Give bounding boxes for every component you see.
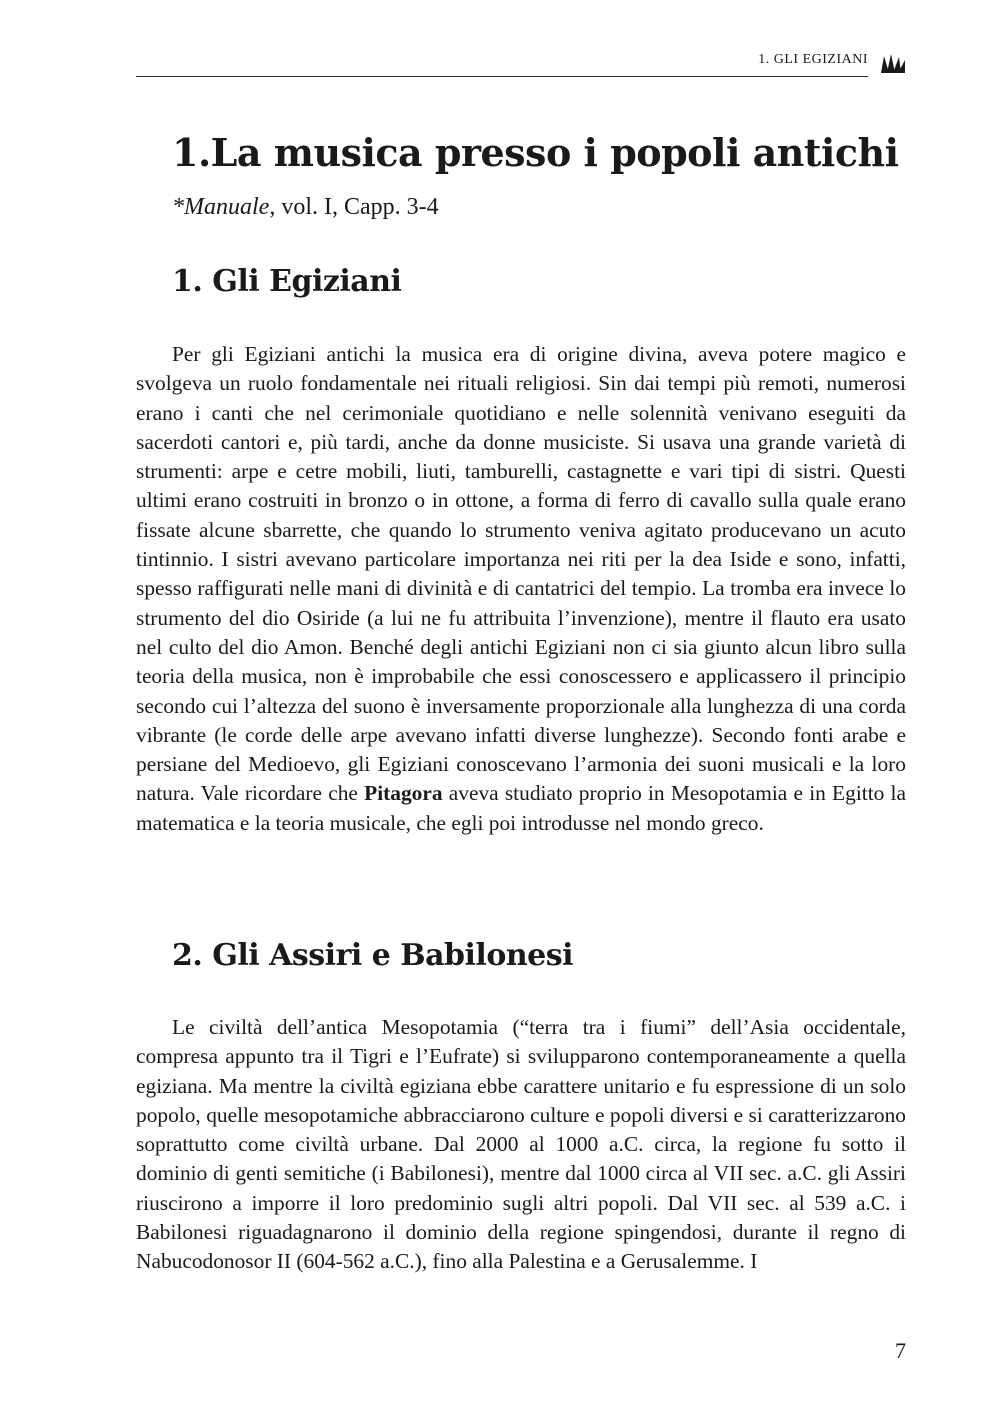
section-heading-egiziani: 1. Gli Egiziani	[172, 264, 402, 299]
book-logo-icon	[880, 52, 906, 74]
paragraph-egiziani	[136, 340, 906, 838]
manual-ref-italic: *Manuale,	[172, 194, 276, 220]
bold-pitagora: Pitagora	[364, 781, 443, 806]
running-header	[136, 46, 906, 78]
chapter-reference	[172, 194, 439, 221]
chapter-title: 1.La musica presso i popoli antichi	[172, 130, 899, 175]
paragraph-egiziani-text-1: Per gli Egiziani antichi la musica era di origine divina, aveva potere magico e svolgeva un ruolo fondamentale nei rituali religiosi. Sin dai tempi più remoti, numerosi erano i canti che nel cerimoniale quotidiano e nelle solennità venivano eseguiti da sacerdoti cantori e, più tardi, anche da donne musiciste. Si usava una grande varietà di strumenti: arpe e cetre mobili, liuti, tamburelli, castagnette e vari tipi di sistri. Questi ultimi erano costruiti in bronzo o in ottone, a forma di ferro di cavallo sulla quale erano fissate alcune sbarrette, che quando lo strumento veniva agitato producevano un acuto tintinnio. I sistri avevano particolare importanza nei riti per la dea Iside e sono, infatti, spesso raffigurati nelle mani di divinità e di cantatrici del tempio. La tromba era invece lo strumento del dio Osiride (a lui ne fu attribuita l’invenzione), mentre il flauto era usato nel culto del dio Amon. Benché degli antichi Egiziani non ci sia giunto alcun libro sulla teoria della musica, non è improbabile che essi conoscessero e applicassero il principio secondo cui l’altezza del suono è inversamente proporzionale alla lunghezza di una corda vibrante (le corde delle arpe avevano infatti diverse lunghezze). Secondo fonti arabe e persiane del Medioevo, gli Egiziani conoscevano l’armonia dei suoni musicali e la loro natura. Vale ricordare che	[136, 342, 906, 806]
running-header-label: 1. GLI EGIZIANI	[758, 52, 868, 67]
page-number: 7	[895, 1338, 906, 1363]
paragraph-egiziani-text-2: aveva studiato proprio in Mesopotamia e in Egitto la matematica e la teoria musicale, che egli poi introdusse nel mondo greco.	[136, 781, 906, 835]
header-rule	[136, 76, 868, 77]
paragraph-assiri-babilonesi: Le civiltà dell’antica Mesopotamia (“terra tra i fiumi” dell’Asia occidentale, compresa appunto tra il Tigri e l’Eufrate) si svilupparono contemporaneamente a quella egiziana. Ma mentre la civiltà egiziana ebbe carattere unitario e fu espressione di un solo popolo, quelle mesopotamiche abbracciarono culture e popoli diversi e si caratterizzarono soprattutto come civiltà urbane. Dal 2000 al 1000 a.C. circa, la regione fu sotto il dominio di genti semitiche (i Babilonesi), mentre dal 1000 circa al VII sec. a.C. gli Assiri riuscirono a imporre il loro predominio sugli altri popoli. Dal VII sec. al 539 a.C. i Babilonesi riguadagnarono il dominio della regione spingendosi, durante il regno di Nabucodonosor II (604-562 a.C.), fino alla Palestina e a Gerusalemme. I	[136, 1015, 906, 1274]
manual-ref-rest: vol. I, Capp. 3-4	[275, 194, 439, 220]
section-heading-assiri-babilonesi: 2. Gli Assiri e Babilonesi	[172, 938, 574, 973]
